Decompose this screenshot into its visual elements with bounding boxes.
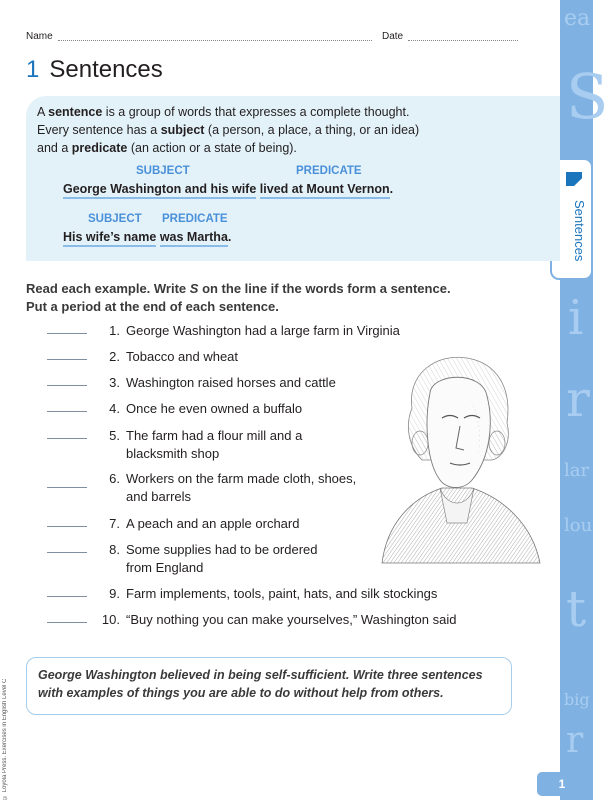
definition-text-part: A bbox=[37, 105, 49, 119]
watermark-letters: ea bbox=[564, 6, 591, 31]
item-number: 3. bbox=[109, 375, 120, 390]
term-subject: subject bbox=[160, 123, 205, 137]
item-text: George Washington had a large farm in Virginia bbox=[126, 323, 400, 338]
example1-predicate-label: PREDICATE bbox=[296, 165, 362, 177]
list-item bbox=[47, 541, 347, 577]
example2-period: . bbox=[227, 230, 232, 244]
answer-blank[interactable] bbox=[47, 611, 87, 623]
answer-blank[interactable] bbox=[47, 348, 87, 360]
answer-blank[interactable] bbox=[47, 585, 87, 597]
item-number: 10. bbox=[101, 612, 120, 627]
list-item bbox=[47, 585, 487, 603]
item-number: 4. bbox=[109, 401, 120, 416]
list-item bbox=[47, 322, 407, 340]
answer-blank[interactable] bbox=[47, 374, 87, 386]
list-item bbox=[47, 348, 407, 366]
item-number: 6. bbox=[109, 471, 120, 486]
definition-text-part: is a group of words that expresses a complete thought. bbox=[102, 105, 410, 119]
answer-blank[interactable] bbox=[47, 541, 87, 553]
answer-blank[interactable] bbox=[47, 427, 87, 439]
item-number: 8. bbox=[109, 542, 120, 557]
answer-blank[interactable] bbox=[47, 400, 87, 412]
item-number: 9. bbox=[109, 586, 120, 601]
definition-text-part: (a person, a place, a thing, or an idea) bbox=[204, 123, 420, 137]
example2-predicate: was Martha bbox=[160, 230, 228, 247]
example1-period: . bbox=[389, 182, 394, 196]
watermark-letters: r bbox=[566, 720, 584, 761]
answer-blank[interactable] bbox=[47, 476, 87, 488]
example2-subject: His wife’s name bbox=[63, 230, 156, 247]
definition-text bbox=[37, 103, 557, 157]
watermark-letters: i bbox=[568, 290, 584, 346]
item-number: 1. bbox=[109, 323, 120, 338]
watermark-letters: r bbox=[566, 370, 590, 428]
example1-subject: George Washington and his wife bbox=[63, 182, 256, 199]
item-text: Washington raised horses and cattle bbox=[126, 375, 336, 390]
instructions-text: Read each example. Write bbox=[26, 281, 190, 296]
item-text: A peach and an apple orchard bbox=[126, 516, 300, 531]
watermark-letters: lou bbox=[564, 515, 593, 536]
item-text: The farm had a flour mill and a blacksmith shop bbox=[126, 428, 303, 461]
definition-text-part: (an action or a state of being). bbox=[127, 141, 297, 155]
term-predicate: predicate bbox=[71, 141, 128, 155]
bookmark-flag-icon bbox=[566, 172, 582, 186]
example1-predicate: lived at Mount Vernon bbox=[260, 182, 390, 199]
item-text: Some supplies had to be ordered from England bbox=[126, 542, 318, 575]
list-item bbox=[47, 374, 407, 392]
list-item bbox=[47, 515, 407, 533]
george-washington-portrait bbox=[372, 348, 542, 563]
list-item bbox=[47, 470, 377, 506]
date-field-line[interactable] bbox=[408, 40, 518, 41]
copyright-note: © Loyola Press. Exercises in English Level C bbox=[2, 678, 8, 800]
page-title bbox=[26, 56, 163, 84]
answer-blank[interactable] bbox=[47, 322, 87, 334]
definition-text-part: and a bbox=[37, 141, 72, 155]
instructions-s: S bbox=[189, 281, 199, 296]
list-item bbox=[47, 400, 407, 418]
list-item bbox=[47, 611, 487, 629]
watermark-letters: S bbox=[566, 60, 608, 133]
writing-prompt-text: George Washington believed in being self-sufficient. Write three sentences with examples of things you are able to do without help from others. bbox=[38, 668, 483, 700]
watermark-letters: big bbox=[564, 690, 590, 709]
example2-subject-label: SUBJECT bbox=[88, 213, 142, 225]
watermark-letters: t bbox=[566, 580, 587, 638]
item-text: “Buy nothing you can make yourselves,” Washington said bbox=[126, 612, 457, 627]
chapter-number: 1 bbox=[26, 56, 40, 83]
item-text: Tobacco and wheat bbox=[126, 349, 239, 364]
instructions-text: on the line if the words form a sentence. bbox=[198, 281, 451, 296]
instructions-line2: Put a period at the end of each sentence. bbox=[26, 299, 279, 314]
item-text: Once he even owned a buffalo bbox=[126, 401, 303, 416]
item-number: 2. bbox=[109, 349, 120, 364]
side-tab-label: Sentences bbox=[572, 200, 587, 262]
watermark-letters: lar bbox=[564, 460, 590, 481]
item-number: 5. bbox=[109, 428, 120, 443]
example2-predicate-label: PREDICATE bbox=[162, 213, 228, 225]
instructions bbox=[26, 280, 526, 316]
definition-text-part: Every sentence has a bbox=[37, 123, 161, 137]
example2-sentence bbox=[63, 230, 231, 244]
item-text: Workers on the farm made cloth, shoes, and barrels bbox=[126, 471, 357, 504]
name-label: Name bbox=[26, 31, 53, 42]
example1-subject-label: SUBJECT bbox=[136, 165, 190, 177]
page-number: 1 bbox=[537, 772, 587, 796]
item-text: Farm implements, tools, paint, hats, and silk stockings bbox=[126, 586, 438, 601]
chapter-title-text: Sentences bbox=[49, 56, 163, 83]
list-item bbox=[47, 427, 337, 463]
date-label: Date bbox=[382, 31, 404, 42]
side-strip bbox=[560, 0, 608, 800]
example1-sentence bbox=[63, 182, 393, 196]
answer-blank[interactable] bbox=[47, 515, 87, 527]
item-number: 7. bbox=[109, 516, 120, 531]
name-field-line[interactable] bbox=[58, 40, 372, 41]
term-sentence: sentence bbox=[48, 105, 103, 119]
